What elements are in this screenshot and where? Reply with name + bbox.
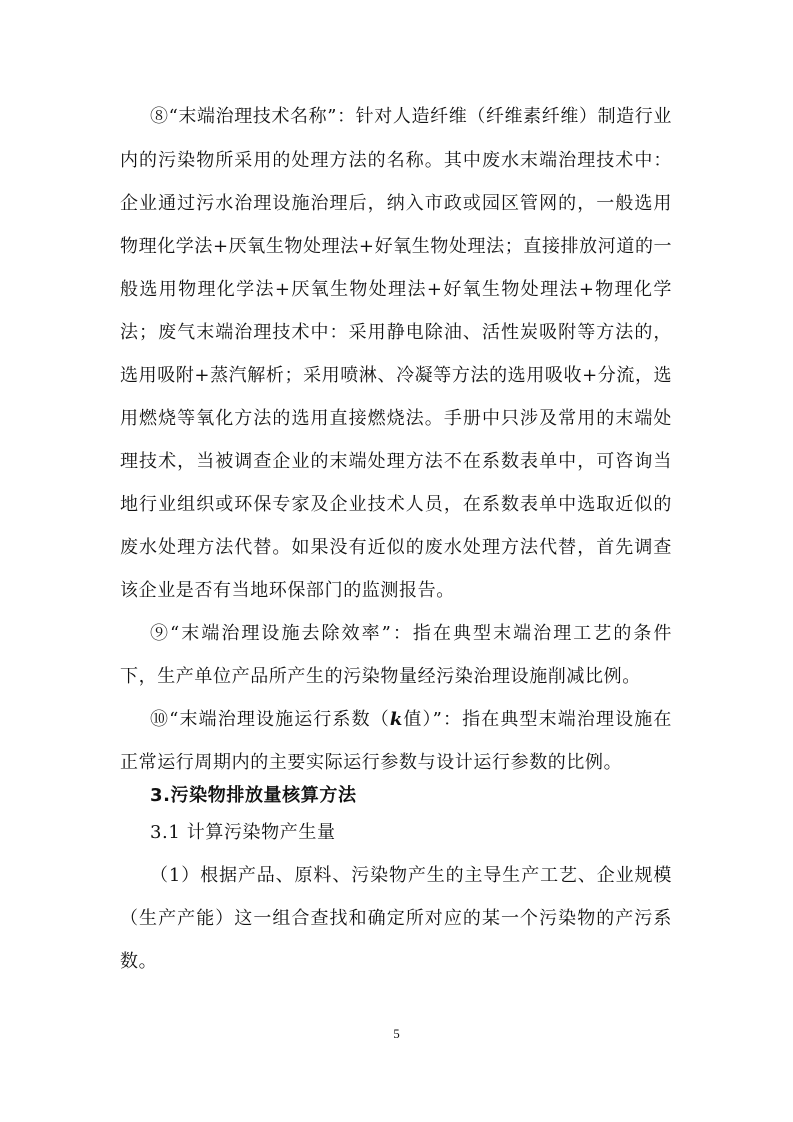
text-line: ⑧“末端治理技术名称”：针对人造纤维（纤维素纤维）制造行业	[150, 106, 672, 127]
section-heading: 3.污染物排放量核算方法	[150, 785, 357, 806]
text-line: 般选用物理化学法+厌氧生物处理法+好氧生物处理法+物理化学	[120, 279, 672, 300]
text-line: 废水处理方法代替。如果没有近似的废水处理方法代替，首先调查	[120, 537, 672, 558]
text-line: 用燃烧等氧化方法的选用直接燃烧法。手册中只涉及常用的末端处	[120, 408, 672, 429]
text-line: 数。	[120, 951, 158, 972]
text-fragment: 值）”：指在典型末端治理设施在	[402, 709, 672, 730]
text-line: 该企业是否有当地环保部门的监测报告。	[120, 580, 455, 601]
subsection-heading: 3.1 计算污染物产生量	[150, 822, 336, 843]
text-line	[150, 709, 672, 731]
text-line: 选用吸附+蒸汽解析；采用喷淋、冷凝等方法的选用吸收+分流，选	[120, 365, 673, 386]
text-line: （生产产能）这一组合查找和确定所对应的某一个污染物的产污系	[120, 908, 672, 929]
text-line: 地行业组织或环保专家及企业技术人员，在系数表单中选取近似的	[120, 494, 672, 515]
k-symbol: k	[389, 709, 403, 730]
text-line: 理技术，当被调查企业的末端处理方法不在系数表单中，可咨询当	[120, 451, 672, 472]
text-line: （1）根据产品、原料、污染物产生的主导生产工艺、企业规模	[150, 865, 672, 886]
text-line: 法；废气末端治理技术中：采用静电除油、活性炭吸附等方法的，	[120, 322, 672, 343]
text-line: 下，生产单位产品所产生的污染物量经污染治理设施削减比例。	[120, 666, 641, 687]
page-number: 5	[393, 1026, 400, 1041]
text-fragment: ⑩“末端治理设施运行系数（	[150, 709, 390, 730]
text-line: ⑨“末端治理设施去除效率”：指在典型末端治理工艺的条件	[150, 623, 672, 644]
text-line: 内的污染物所采用的处理方法的名称。其中废水末端治理技术中：	[120, 150, 672, 171]
text-line: 物理化学法+厌氧生物处理法+好氧生物处理法；直接排放河道的一	[120, 236, 673, 257]
text-line: 正常运行周期内的主要实际运行参数与设计运行参数的比例。	[120, 752, 623, 773]
text-line: 企业通过污水治理设施治理后，纳入市政或园区管网的，一般选用	[120, 193, 672, 214]
